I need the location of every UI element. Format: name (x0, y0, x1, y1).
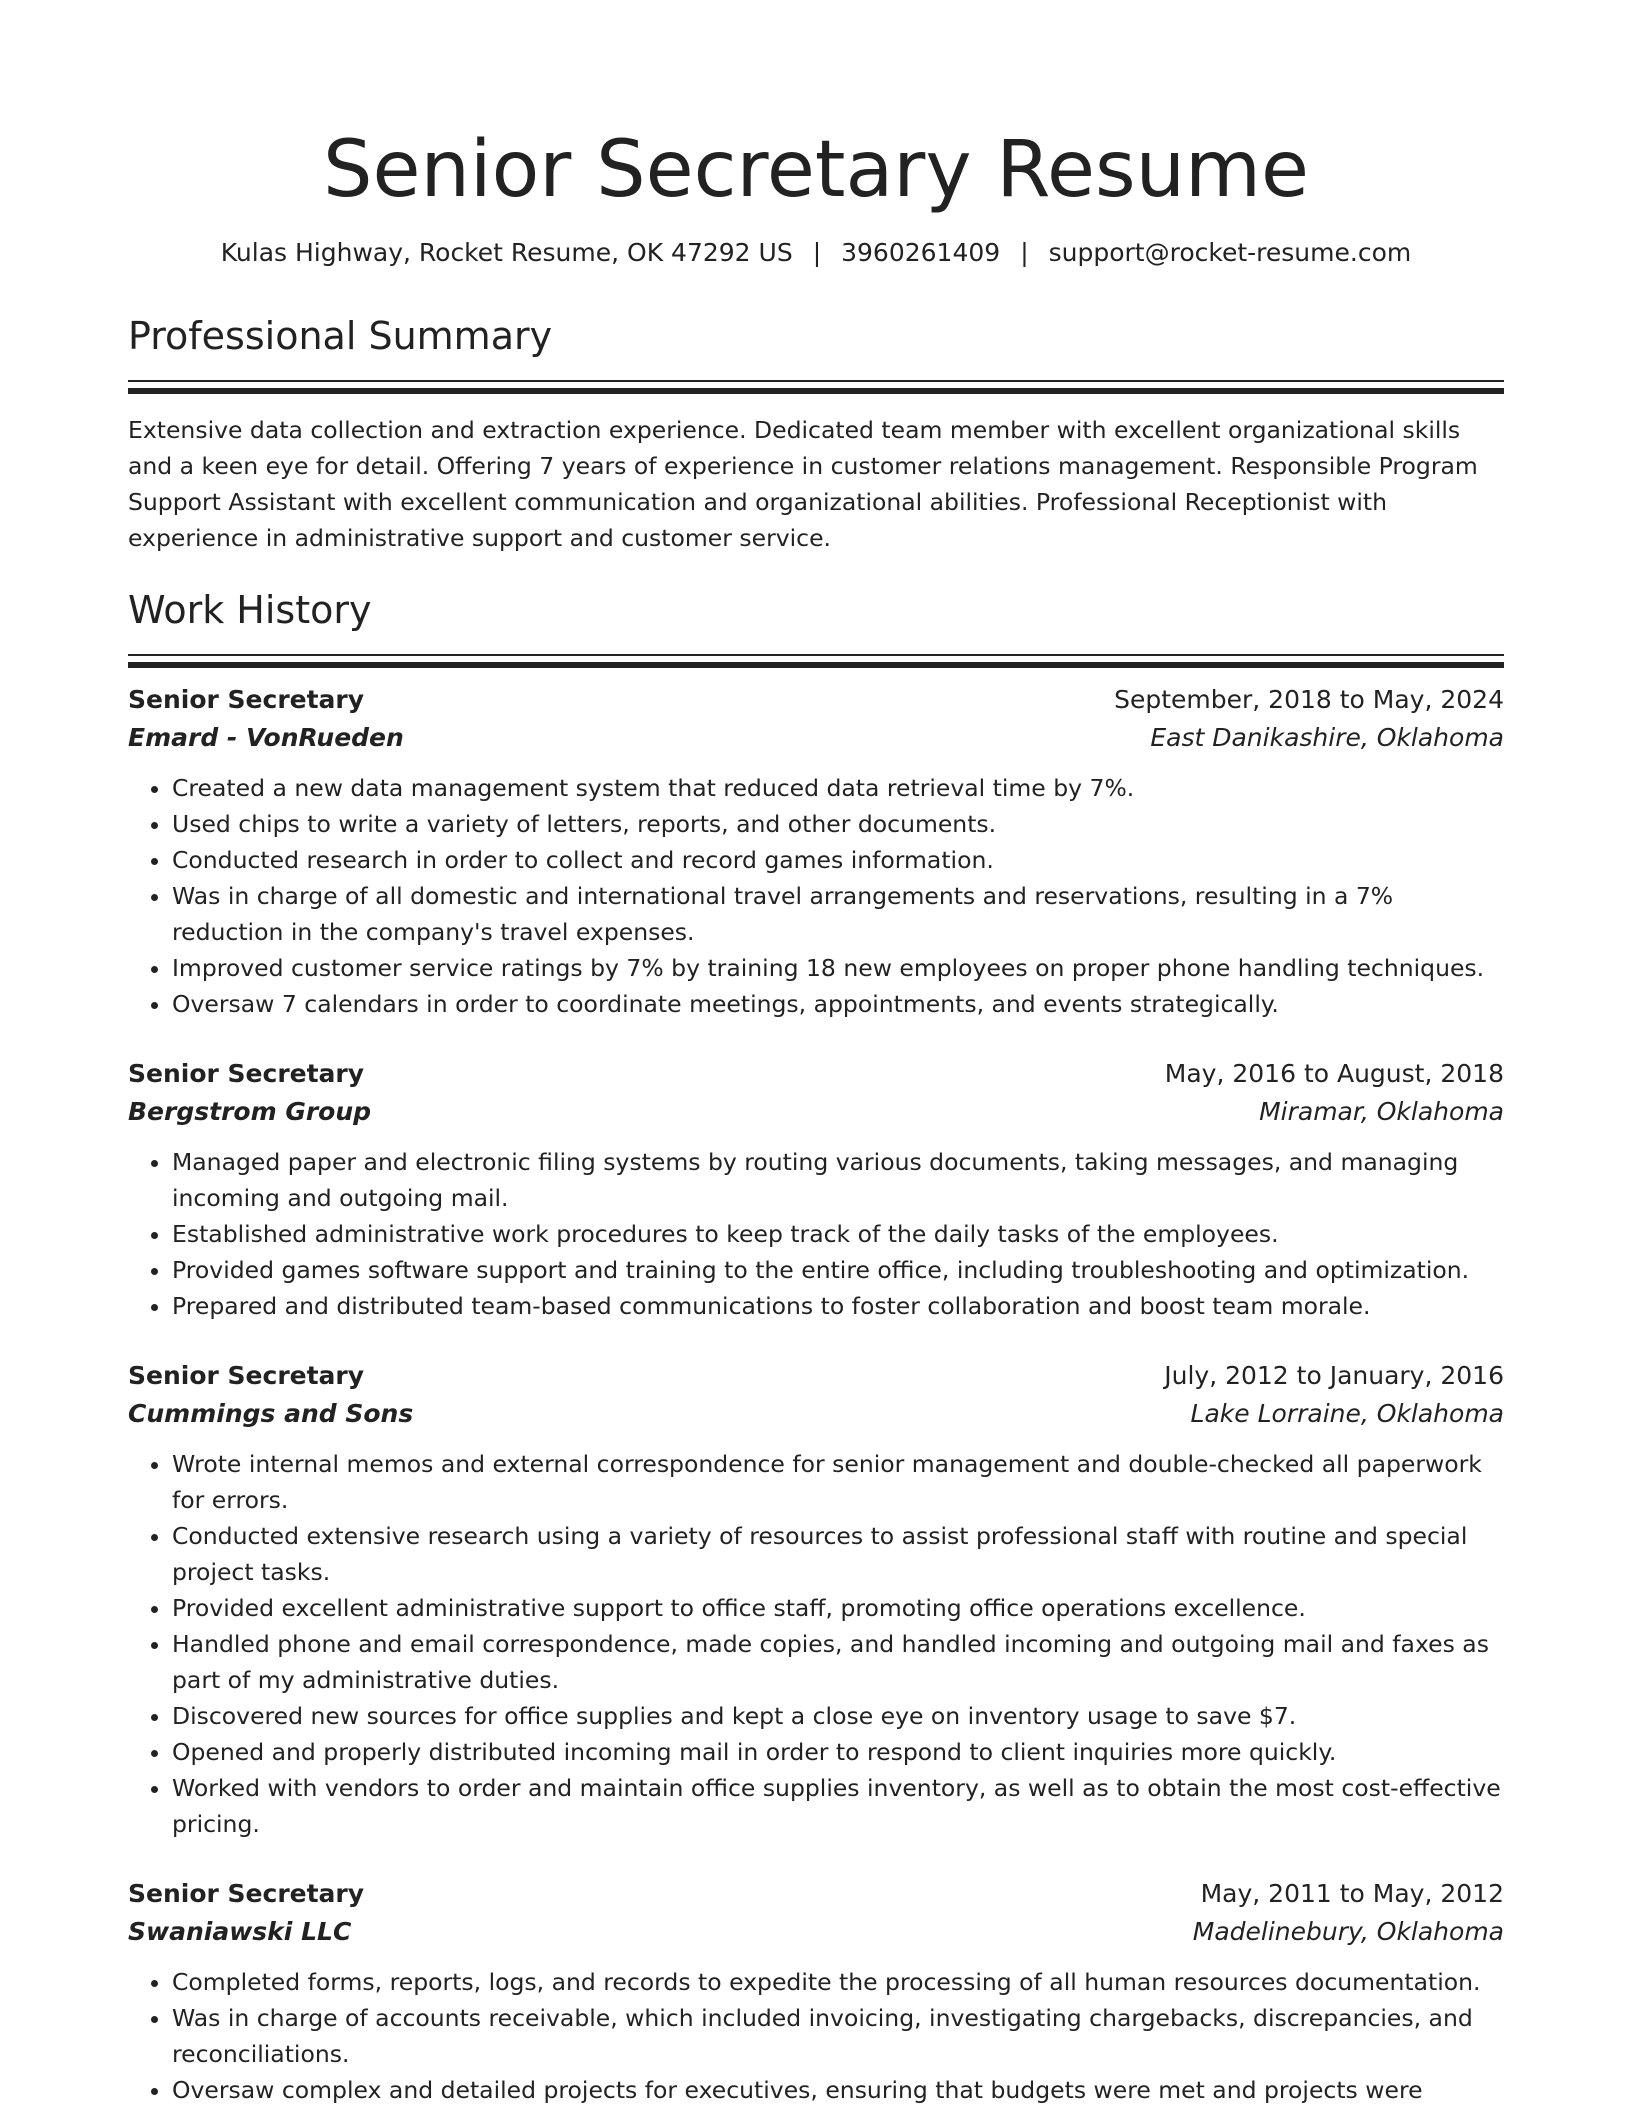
job-entry (128, 682, 1504, 1022)
job-bullet-list (128, 1964, 1504, 2108)
job-company-row (128, 1912, 1504, 1952)
job-bullet: • Wrote internal memos and external correspondence for senior management and double-checked all paperwork for errors. (172, 1446, 1504, 1518)
job-entry (128, 1056, 1504, 1324)
section-heading-summary: Professional Summary (128, 314, 553, 358)
job-bullet: • Was in charge of all domestic and international travel arrangements and reservations, resulting in a 7% reduction in the company's travel expenses. (172, 878, 1504, 950)
job-bullet: • Conducted research in order to collect and record games information. (172, 842, 1504, 878)
job-bullet: • Handled phone and email correspondence, made copies, and handled incoming and outgoing mail and faxes as part of my administrative duties. (172, 1626, 1504, 1698)
contact-phone: 3960261409 (841, 238, 1001, 267)
job-bullet-list (128, 770, 1504, 1022)
work-history-list (128, 682, 1504, 2108)
job-bullet: • Provided games software support and training to the entire office, including troubleshooting and optimization. (172, 1252, 1504, 1288)
divider-thick (128, 388, 1504, 394)
job-bullet: • Oversaw 7 calendars in order to coordinate meetings, appointments, and events strategically. (172, 986, 1504, 1022)
job-dates: July, 2012 to January, 2016 (1164, 1361, 1504, 1390)
job-title: Senior Secretary (128, 1059, 365, 1088)
job-location: East Danikashire, Oklahoma (1150, 723, 1504, 752)
job-header-row (128, 1358, 1504, 1394)
job-header-row (128, 1876, 1504, 1912)
job-bullet: • Was in charge of accounts receivable, which included invoicing, investigating chargebacks, discrepancies, and reconciliations. (172, 2000, 1504, 2072)
job-company: Bergstrom Group (128, 1097, 372, 1126)
job-entry (128, 1358, 1504, 1842)
job-company-row (128, 1394, 1504, 1434)
job-company: Emard - VonRueden (128, 723, 404, 752)
contact-email[interactable]: support@rocket-resume.com (1048, 238, 1412, 267)
job-header-row (128, 1056, 1504, 1092)
job-bullet: • Provided excellent administrative support to office staff, promoting office operations excellence. (172, 1590, 1504, 1626)
job-bullet: • Completed forms, reports, logs, and records to expedite the processing of all human resources documentation. (172, 1964, 1504, 2000)
job-location: Lake Lorraine, Oklahoma (1190, 1399, 1504, 1428)
resume-page (128, 0, 1504, 2108)
job-bullet-list (128, 1446, 1504, 1842)
job-header-row (128, 682, 1504, 718)
job-company: Cummings and Sons (128, 1399, 414, 1428)
job-bullet: • Worked with vendors to order and maintain office supplies inventory, as well as to obtain the most cost-effective pricing. (172, 1770, 1504, 1842)
page-title: Senior Secretary Resume (322, 125, 1310, 215)
job-company: Swaniawski LLC (128, 1917, 352, 1946)
job-title: Senior Secretary (128, 685, 365, 714)
divider-thick (128, 662, 1504, 668)
job-dates: May, 2016 to August, 2018 (1164, 1059, 1504, 1088)
job-bullet: • Improved customer service ratings by 7% by training 18 new employees on proper phone handling techniques. (172, 950, 1504, 986)
job-entry (128, 1876, 1504, 2108)
job-bullet: • Managed paper and electronic filing systems by routing various documents, taking messages, and managing incoming and outgoing mail. (172, 1144, 1504, 1216)
contact-address: Kulas Highway, Rocket Resume, OK 47292 US (220, 238, 793, 267)
divider-thin (128, 654, 1504, 656)
contact-line (128, 236, 1504, 270)
section-divider (128, 380, 1504, 394)
job-title: Senior Secretary (128, 1361, 365, 1390)
job-bullet-list (128, 1144, 1504, 1324)
section-heading-work-history: Work History (128, 588, 372, 632)
job-bullet: • Discovered new sources for office supplies and kept a close eye on inventory usage to save $7. (172, 1698, 1504, 1734)
job-bullet: • Created a new data management system that reduced data retrieval time by 7%. (172, 770, 1504, 806)
contact-separator: | (812, 238, 822, 267)
job-bullet: • Used chips to write a variety of letters, reports, and other documents. (172, 806, 1504, 842)
job-dates: May, 2011 to May, 2012 (1200, 1879, 1504, 1908)
job-bullet: • Prepared and distributed team-based communications to foster collaboration and boost team morale. (172, 1288, 1504, 1324)
job-bullet: • Oversaw complex and detailed projects for executives, ensuring that budgets were met and projects were (172, 2072, 1504, 2108)
job-location: Madelinebury, Oklahoma (1192, 1917, 1504, 1946)
job-title: Senior Secretary (128, 1879, 365, 1908)
job-location: Miramar, Oklahoma (1259, 1097, 1504, 1126)
summary-text: Extensive data collection and extraction experience. Dedicated team member with excellent organizational skills and a keen eye for detail. Offering 7 years of experience in customer relations management. Responsible Program Support Assistant with excellent communication and organizational abilities. Professional Receptionist with experience in administrative support and customer service. (128, 416, 1478, 552)
job-bullet: • Opened and properly distributed incoming mail in order to respond to client inquiries more quickly. (172, 1734, 1504, 1770)
job-dates: September, 2018 to May, 2024 (1114, 685, 1504, 714)
section-divider (128, 654, 1504, 668)
job-bullet: • Conducted extensive research using a variety of resources to assist professional staff with routine and special project tasks. (172, 1518, 1504, 1590)
job-company-row (128, 1092, 1504, 1132)
job-company-row (128, 718, 1504, 758)
job-bullet: • Established administrative work procedures to keep track of the daily tasks of the employees. (172, 1216, 1504, 1252)
divider-thin (128, 380, 1504, 382)
contact-separator: | (1020, 238, 1029, 267)
